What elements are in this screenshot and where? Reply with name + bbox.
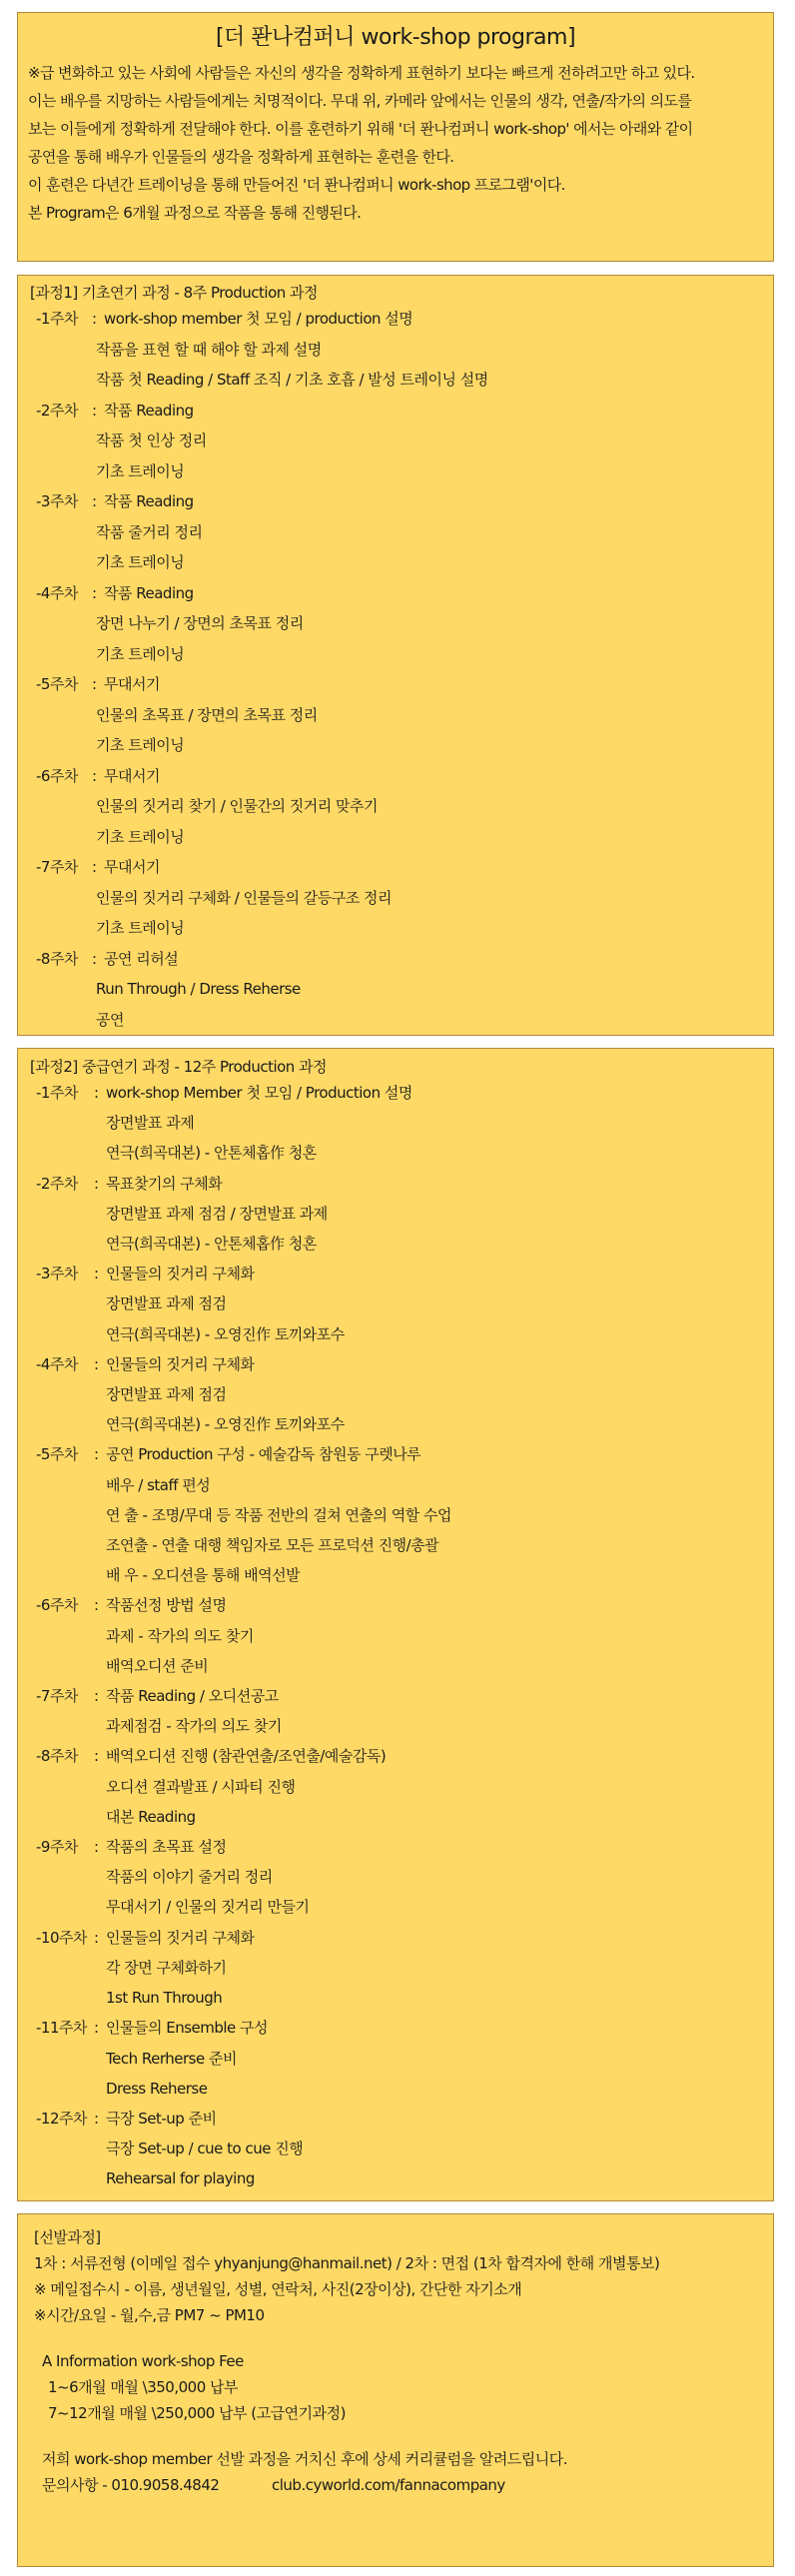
- week-row: [28, 1681, 763, 1711]
- fee-line: 1~6개월 매월 \350,000 납부: [48, 2378, 238, 2396]
- week-colon: :: [94, 2019, 99, 2038]
- week-item: 작품을 표현 할 때 해야 할 과제 설명: [96, 340, 322, 359]
- week-item: 공연 Production 구성 - 예술감독 참원동 구렛나루: [106, 1445, 421, 1464]
- week-item: 인물들의 짓거리 구체화: [106, 1354, 255, 1373]
- week-item: 배역오디션 진행 (참관연출/조연출/예술감독): [106, 1747, 387, 1766]
- week-item: Dress Reherse: [106, 2079, 208, 2098]
- week-item: work-shop member 첫 모임 / production 설명: [104, 310, 413, 328]
- week-row: [28, 669, 763, 700]
- week-row: [28, 396, 763, 427]
- week-label: -2주차: [36, 1174, 78, 1193]
- week-label: -1주차: [36, 1084, 78, 1102]
- intro-line: 본 Program은 6개월 과정으로 작품을 통해 진행된다.: [28, 204, 362, 222]
- week-colon: :: [94, 1354, 99, 1373]
- week-item: 과제점검 - 작가의 의도 찾기: [106, 1717, 282, 1736]
- week-row: [28, 761, 763, 792]
- week-label: -6주차: [36, 766, 78, 785]
- course1-week-list: [28, 304, 763, 1035]
- week-item: 연극(희곡대본) - 안톤체홉作 청혼: [106, 1144, 317, 1163]
- intro-line: 보는 이들에게 정확하게 전달해야 한다. 이를 훈련하기 위해 '더 퐌나컴퍼니 work-shop' 에서는 아래와 같이: [28, 120, 693, 138]
- week-item: 인물의 초목표 / 장면의 초목표 정리: [96, 705, 318, 724]
- week-block: [28, 1590, 763, 1681]
- week-item: 기초 트레이닝: [96, 919, 185, 937]
- course1-title: [과정1] 기초연기 과정 - 8주 Production 과정: [30, 284, 319, 302]
- week-item: 기초 트레이닝: [96, 644, 185, 663]
- week-block: [28, 1923, 763, 2014]
- week-label: -5주차: [36, 1445, 78, 1464]
- page-title: [더 퐌나컴퍼니 work-shop program]: [215, 25, 576, 50]
- week-item: 기초 트레이닝: [96, 553, 185, 571]
- week-label: -9주차: [36, 1838, 78, 1857]
- week-row: [28, 578, 763, 609]
- week-block: [28, 1832, 763, 1923]
- week-colon: :: [94, 1084, 99, 1102]
- selection-steps: 1차 : 서류전형 (이메일 접수 yhyanjung@hanmail.net) / 2차 : 면접 (1차 합격자에 한해 개별통보): [34, 2254, 660, 2272]
- week-item: 무대서기: [104, 858, 160, 876]
- week-item: 작품의 초목표 설정: [106, 1838, 227, 1857]
- week-label: -6주차: [36, 1596, 78, 1615]
- week-item: 작품 Reading: [104, 492, 194, 510]
- week-colon: :: [92, 766, 97, 785]
- week-item: 작품 첫 인상 정리: [96, 431, 207, 449]
- week-item: 극장 Set-up 준비: [106, 2109, 217, 2128]
- week-item: 연극(희곡대본) - 안톤체홉作 청혼: [106, 1235, 317, 1254]
- intro-section: [17, 12, 774, 262]
- week-item: 무대서기: [104, 675, 160, 693]
- week-item: 극장 Set-up / cue to cue 진행: [106, 2140, 304, 2158]
- week-item: 공연: [96, 1010, 124, 1029]
- week-item: 작품 Reading: [104, 583, 194, 602]
- week-colon: :: [92, 858, 97, 876]
- week-item: 장면발표 과제 점검: [106, 1385, 227, 1404]
- week-block: [28, 486, 763, 578]
- week-item: 인물들의 짓거리 구체화: [106, 1928, 255, 1947]
- week-block: [28, 669, 763, 761]
- selection-section: [17, 2213, 774, 2567]
- week-colon: :: [94, 2109, 99, 2128]
- week-block: [28, 1349, 763, 1440]
- week-block: [28, 1681, 763, 1741]
- intro-line: ※급 변화하고 있는 사회에 사람들은 자신의 생각을 정확하게 표현하기 보다는 빠르게 전하려고만 하고 있다.: [28, 64, 695, 82]
- week-colon: :: [92, 675, 97, 693]
- week-block: [28, 1741, 763, 1832]
- week-item: 공연 리허설: [104, 949, 179, 968]
- time-note: ※시간/요일 - 월,수,금 PM7 ~ PM10: [34, 2306, 265, 2324]
- fee-line: 7~12개월 매월 \250,000 납부 (고급연기과정): [48, 2404, 346, 2422]
- week-label: -2주차: [36, 401, 78, 420]
- week-colon: :: [92, 492, 97, 510]
- week-item: 작품의 이야기 줄거리 정리: [106, 1868, 273, 1887]
- email-note: ※ 메일접수시 - 이름, 생년월일, 성별, 연락처, 사진(2장이상), 간단한 자기소개: [34, 2280, 522, 2298]
- week-label: -4주차: [36, 583, 78, 602]
- course1-section: [17, 275, 774, 1036]
- week-label: -12주차: [36, 2109, 87, 2128]
- week-item: work-shop Member 첫 모임 / Production 설명: [106, 1084, 412, 1102]
- week-item: 목표찾기의 구체화: [106, 1174, 223, 1193]
- week-label: -11주차: [36, 2019, 87, 2038]
- week-item: 조연출 - 연출 대행 책임자로 모든 프로덕션 진행/총괄: [106, 1536, 439, 1555]
- week-label: -8주차: [36, 1747, 78, 1766]
- week-item: 연 출 - 조명/무대 등 작품 전반의 걸쳐 연출의 역할 수업: [106, 1505, 451, 1524]
- week-row: [28, 1349, 763, 1379]
- week-block: [28, 1169, 763, 1260]
- week-item: 연극(희곡대본) - 오영진作 토끼와포수: [106, 1415, 345, 1434]
- week-row: [28, 944, 763, 975]
- week-colon: :: [94, 1596, 99, 1615]
- week-item: 장면발표 과제 점검: [106, 1294, 227, 1313]
- week-row: [28, 1259, 763, 1288]
- week-row: [28, 1439, 763, 1469]
- week-item: 인물의 짓거리 찾기 / 인물간의 짓거리 맞추기: [96, 797, 378, 815]
- course2-week-list: [28, 1078, 763, 2194]
- week-item: 배 우 - 오디션을 통해 배역선발: [106, 1566, 301, 1585]
- week-item: 각 장면 구체화하기: [106, 1958, 227, 1977]
- selection-title: [선발과정]: [34, 2228, 101, 2246]
- week-row: [28, 1741, 763, 1771]
- week-item: 대본 Reading: [106, 1807, 196, 1826]
- week-item: Run Through / Dress Reherse: [96, 980, 301, 998]
- week-item: 1st Run Through: [106, 1989, 223, 2008]
- week-colon: :: [94, 1928, 99, 1947]
- week-label: -10주차: [36, 1928, 87, 1947]
- week-row: [28, 2013, 763, 2043]
- week-item: 기초 트레이닝: [96, 736, 185, 754]
- week-block: [28, 1439, 763, 1590]
- week-row: [28, 1590, 763, 1620]
- intro-line: 이 훈련은 다년간 트레이닝을 통해 만들어진 '더 퐌나컴퍼니 work-shop 프로그램'이다.: [28, 176, 565, 194]
- week-item: 작품선정 방법 설명: [106, 1596, 227, 1615]
- contact-site-link[interactable]: club.cyworld.com/fannacompany: [272, 2476, 505, 2494]
- week-item: 연극(희곡대본) - 오영진作 토끼와포수: [106, 1324, 345, 1343]
- week-block: [28, 578, 763, 670]
- week-label: -5주차: [36, 675, 78, 693]
- week-item: 과제 - 작가의 의도 찾기: [106, 1626, 254, 1645]
- week-colon: :: [94, 1747, 99, 1766]
- week-item: 장면발표 과제 점검 / 장면발표 과제: [106, 1204, 328, 1223]
- week-colon: :: [94, 1687, 99, 1706]
- week-block: [28, 1078, 763, 1169]
- week-row: [28, 486, 763, 517]
- week-row: [28, 304, 763, 335]
- week-item: 무대서기 / 인물의 짓거리 만들기: [106, 1898, 310, 1917]
- course2-section: [17, 1048, 774, 2201]
- week-colon: :: [94, 1265, 99, 1284]
- week-item: 작품 Reading / 오디션공고: [106, 1687, 279, 1706]
- week-colon: :: [94, 1838, 99, 1857]
- week-item: 장면 나누기 / 장면의 초목표 정리: [96, 614, 304, 632]
- week-colon: :: [92, 310, 97, 328]
- week-block: [28, 2104, 763, 2194]
- intro-line: 공연을 통해 배우가 인물들의 생각을 정확하게 표현하는 훈련을 한다.: [28, 148, 454, 166]
- week-row: [28, 2104, 763, 2134]
- week-row: [28, 1923, 763, 1953]
- course2-title: [과정2] 중급연기 과정 - 12주 Production 과정: [30, 1058, 328, 1076]
- week-label: -3주차: [36, 492, 78, 510]
- week-item: 기초 트레이닝: [96, 827, 185, 846]
- week-colon: :: [94, 1174, 99, 1193]
- week-item: Rehearsal for playing: [106, 2169, 255, 2188]
- week-colon: :: [92, 583, 97, 602]
- week-item: 인물의 짓거리 구체화 / 인물들의 갈등구조 정리: [96, 888, 392, 907]
- week-item: 작품 첫 Reading / Staff 조직 / 기초 호흡 / 발성 트레이닝 설명: [96, 371, 488, 389]
- week-item: 기초 트레이닝: [96, 461, 185, 480]
- week-label: -8주차: [36, 949, 78, 968]
- week-row: [28, 1832, 763, 1862]
- week-label: -3주차: [36, 1265, 78, 1284]
- week-label: -7주차: [36, 1687, 78, 1706]
- week-item: 작품 줄거리 정리: [96, 522, 203, 541]
- week-item: 배우 / staff 편성: [106, 1475, 211, 1494]
- week-block: [28, 2013, 763, 2104]
- fee-title: A Information work-shop Fee: [42, 2352, 244, 2370]
- week-label: -4주차: [36, 1354, 78, 1373]
- week-item: 배역오디션 준비: [106, 1656, 209, 1675]
- intro-line: 이는 배우를 지망하는 사람들에게는 치명적이다. 무대 위, 카메라 앞에서는 인물의 생각, 연출/작가의 의도를: [28, 92, 692, 110]
- week-block: [28, 944, 763, 1036]
- week-label: -1주차: [36, 310, 78, 328]
- contact-phone: 문의사항 - 010.9058.4842: [42, 2476, 220, 2494]
- week-item: 작품 Reading: [104, 401, 194, 420]
- week-row: [28, 852, 763, 883]
- week-row: [28, 1078, 763, 1108]
- contact-row: [34, 2472, 763, 2498]
- week-colon: :: [94, 1445, 99, 1464]
- closing-note: 저희 work-shop member 선발 과정을 거치신 후에 상세 커리큘럼을 알려드립니다.: [42, 2450, 568, 2468]
- week-block: [28, 852, 763, 944]
- week-item: 장면발표 과제: [106, 1114, 195, 1133]
- week-item: Tech Rerherse 준비: [106, 2049, 237, 2068]
- week-item: 인물들의 짓거리 구체화: [106, 1265, 255, 1284]
- week-block: [28, 761, 763, 853]
- week-row: [28, 1169, 763, 1199]
- week-block: [28, 1259, 763, 1349]
- week-item: 무대서기: [104, 766, 160, 785]
- week-label: -7주차: [36, 858, 78, 876]
- week-item: 오디션 결과발표 / 시파티 진행: [106, 1777, 296, 1796]
- week-block: [28, 396, 763, 487]
- week-colon: :: [92, 949, 97, 968]
- week-block: [28, 304, 763, 396]
- week-item: 인물들의 Ensemble 구성: [106, 2019, 269, 2038]
- week-colon: :: [92, 401, 97, 420]
